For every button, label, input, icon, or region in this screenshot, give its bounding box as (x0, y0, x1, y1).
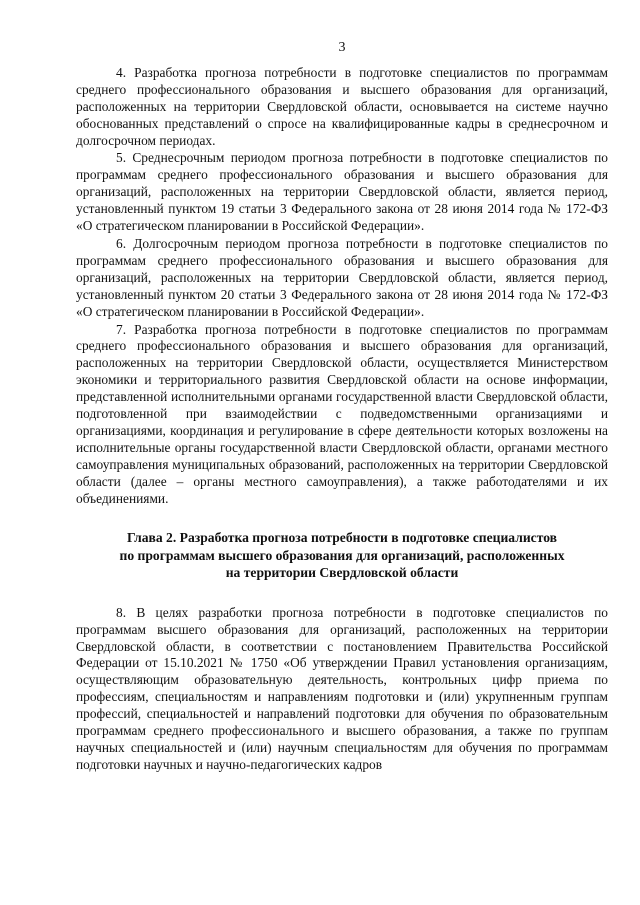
paragraph-4-text: 4. Разработка прогноза потребности в подготовке специалистов по программам среднего профессионального образования и высшего образования для организаций, расположенных на территории Свердловской области, основывается на системе научно обоснованных представлений о спросе на квалифицированные кадры в среднесрочном и долгосрочном периодах. (76, 64, 608, 148)
paragraph-7 (76, 322, 608, 508)
chapter-body (76, 605, 608, 774)
paragraph-8-text: 8. В целях разработки прогноза потребности в подготовке специалистов по программам высшего образования для организаций, расположенных на территории Свердловской области, в соответствии с постановлением Правительства Российской Федерации от 15.10.2021 № 1750 «Об утверждении Правил установления организациям, осуществляющим образовательную деятельность, контрольных цифр приема по профессиям, специальностям и направлениям подготовки и (или) укрупненным группам профессий, специальностей и направлений подготовки для обучения по образовательным программам среднего профессионального и высшего образования, а также по группам научных специальностей и (или) научным специальностям для обучения по программам подготовки научных и научно-педагогических кадров (76, 604, 608, 772)
page-number: 3 (338, 40, 346, 55)
paragraph-7-text: 7. Разработка прогноза потребности в подготовке специалистов по программам среднего профессионального образования и высшего образования для организаций, расположенных на территории Свердловской области, осуществляется Министерством экономики и территориального развития Свердловской области на основе информации, представленной исполнительными органами государственной власти Свердловской области, подготовленной при взаимодействии с подведомственными организациями и организациями, координация и регулирование в сфере деятельности которых возложены на исполнительные органы государственной власти Свердловской области, органами местного самоуправления муниципальных образований, расположенных на территории Свердловской области (далее – органы местного самоуправления), а также работодателями и их объединениями. (76, 321, 608, 506)
paragraph-6-text: 6. Долгосрочным периодом прогноза потребности в подготовке специалистов по программам среднего профессионального образования и высшего образования для организаций, расположенных на территории Свердловской области, является период, установленный пунктом 20 статьи 3 Федерального закона от 28 июня 2014 года № 172-ФЗ «О стратегическом планировании в Российской Федерации». (76, 235, 608, 319)
paragraph-5-text: 5. Среднесрочным периодом прогноза потребности в подготовке специалистов по программам среднего профессионального образования и высшего образования для организаций, расположенных на территории Свердловской области, является период, установленный пунктом 19 статьи 3 Федерального закона от 28 июня 2014 года № 172-ФЗ «О стратегическом планировании в Российской Федерации». (76, 150, 608, 234)
paragraph-6 (76, 236, 608, 321)
paragraph-4 (76, 65, 608, 150)
chapter-heading-line-3: на территории Свердловской области (225, 565, 459, 581)
paragraph-8 (76, 605, 608, 774)
chapter-heading-line-2: по программам высшего образования для организаций, расположенных (119, 547, 565, 563)
paragraph-5 (76, 150, 608, 235)
section-body (76, 65, 608, 508)
chapter-heading-line-1: Глава 2. Разработка прогноза потребности в подготовке специалистов (126, 530, 558, 546)
chapter-heading (76, 529, 608, 581)
